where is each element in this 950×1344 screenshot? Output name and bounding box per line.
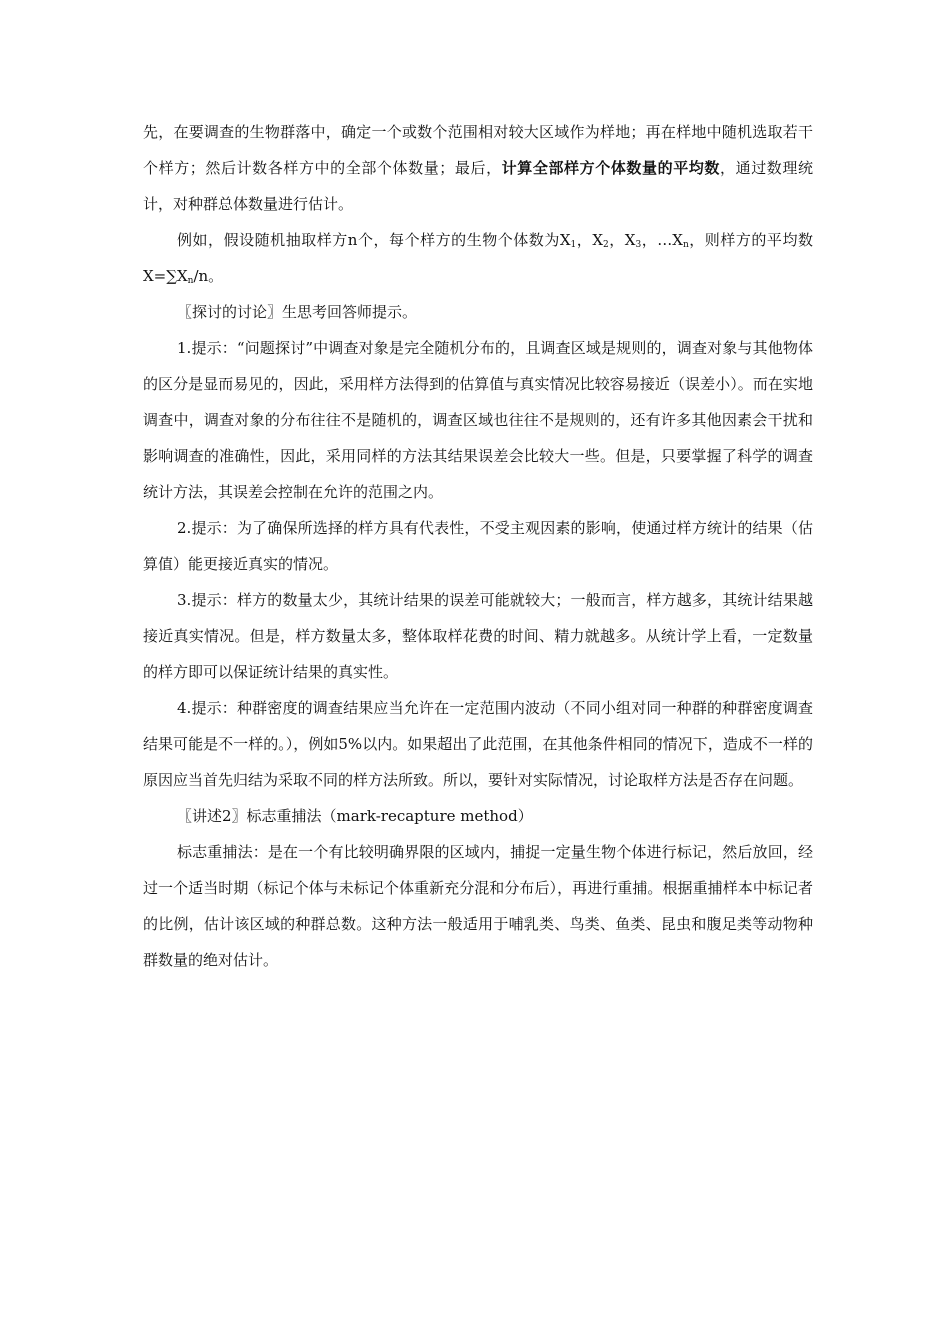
section-heading-mark-recapture: 〖讲述2〗标志重捕法（mark-recapture method） — [177, 807, 533, 825]
hint-2: 2.提示：为了确保所选择的样方具有代表性，不受主观因素的影响，使通过样方统计的结果（估算值）能更接近真实的情况。 — [143, 519, 813, 573]
paragraph-text: ，通过数理统计，对种群总体数量进行估计。 — [143, 159, 813, 213]
hint-4: 4.提示：种群密度的调查结果应当允许在一定范围内波动（不同小组对同一种群的种群密度调查结果可能是不一样的。），例如5%以内。如果超出了此范围，在其他条件相同的情况下，造成不一样的原因应当首先归结为采取不同的样方法所致。所以，要针对实际情况，讨论取样方法是否存在问题。 — [143, 699, 813, 789]
subscript: 1 — [570, 240, 577, 250]
paragraph-text: /n。 — [193, 267, 224, 285]
hint-1: 1.提示：“问题探讨”中调查对象是完全随机分布的，且调查区域是规则的，调查对象与其他物体的区分是显而易见的，因此，采用样方法得到的估算值与真实情况比较容易接近（误差小）。而在实地调查中，调查对象的分布往往不是随机的，调查区域也往往不是规则的，还有许多其他因素会干扰和影响调查的准确性，因此，采用同样的方法其结果误差会比较大一些。但是，只要掌握了科学的调查统计方法，其误差会控制在允许的范围之内。 — [143, 339, 813, 501]
subscript: 2 — [603, 240, 609, 250]
paragraph-mean-formula — [143, 222, 813, 294]
subscript: n — [187, 276, 194, 286]
hint-3: 3.提示：样方的数量太少，其统计结果的误差可能就较大；一般而言，样方越多，其统计结果越接近真实情况。但是，样方数量太多，整体取样花费的时间、精力就越多。从统计学上看，一定数量的样方即可以保证统计结果的真实性。 — [143, 591, 813, 681]
paragraph-text: ，则样方的平均数X=∑X — [143, 231, 813, 285]
bold-emphasis: 计算全部样方个体数量的平均数 — [501, 159, 720, 177]
document-body — [143, 114, 813, 978]
subscript: 3 — [635, 240, 642, 250]
paragraph-text: ，X — [608, 231, 636, 249]
paragraph-text: ，…X — [641, 231, 683, 249]
subscript: n — [682, 240, 689, 250]
paragraph-text: 例如，假设随机抽取样方n个，每个样方的生物个体数为X — [177, 231, 571, 249]
paragraph-mark-recapture: 标志重捕法：是在一个有比较明确界限的区域内，捕捉一定量生物个体进行标记，然后放回，经过一个适当时期（标记个体与未标记个体重新充分混和分布后），再进行重捕。根据重捕样本中标记者的比例，估计该区域的种群总数。这种方法一般适用于哺乳类、鸟类、鱼类、昆虫和腹足类等动物种群数量的绝对估计。 — [143, 843, 813, 969]
paragraph-text: ，X — [576, 231, 604, 249]
paragraph-sampling-steps — [143, 114, 813, 222]
section-heading-discussion: 〖探讨的讨论〗生思考回答师提示。 — [177, 303, 418, 321]
paragraph-text: 先，在要调查的生物群落中，确定一个或数个范围相对较大区域作为样地；再在样地中随机选取若干个样方；然后计数各样方中的全部个体数量；最后， — [143, 123, 813, 177]
